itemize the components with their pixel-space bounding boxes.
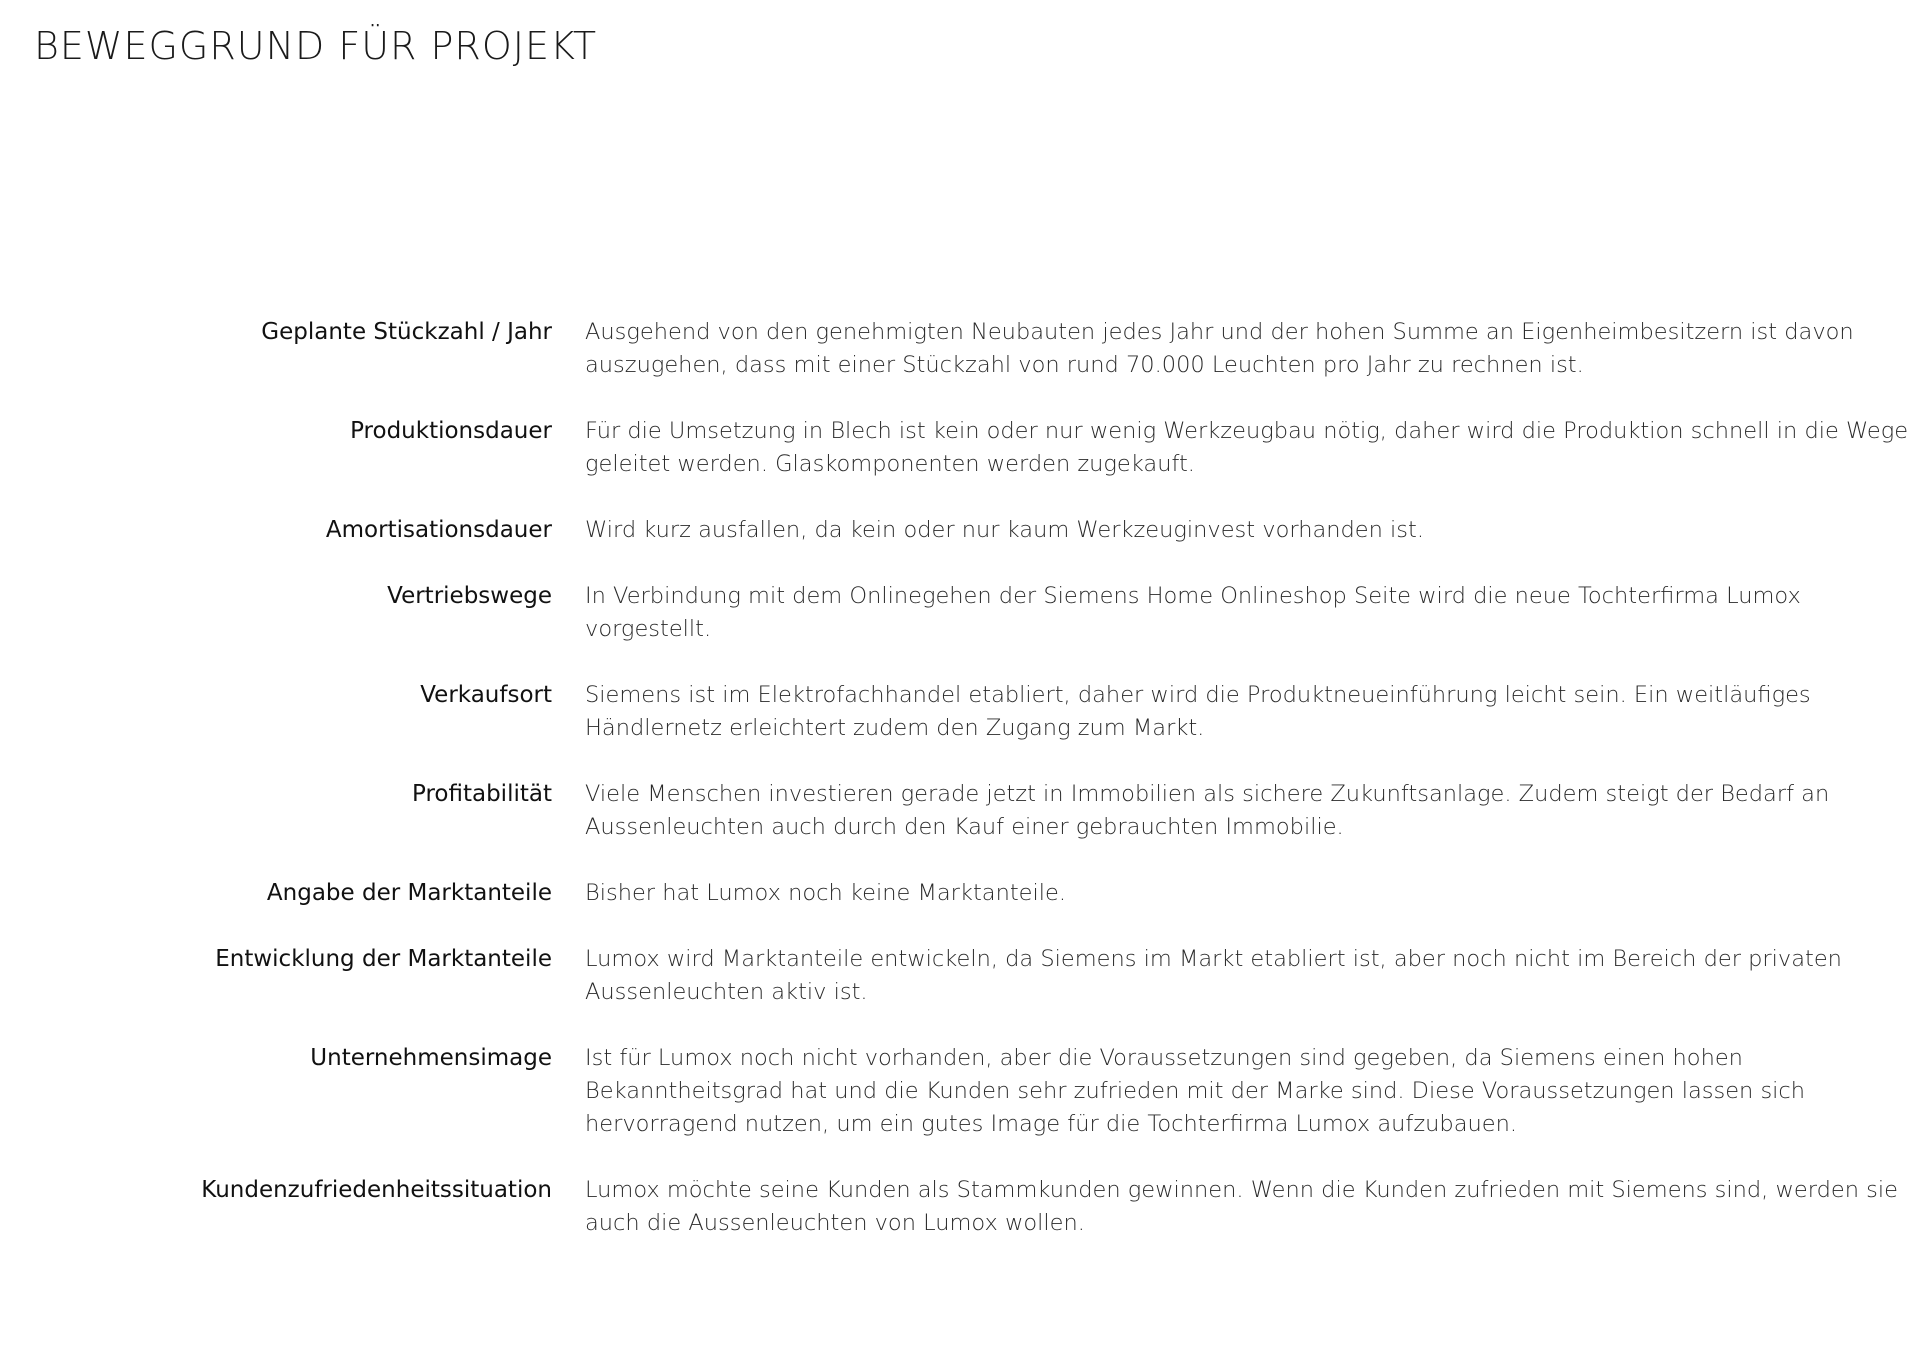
spec-list [0,316,1920,1273]
spec-label: Amortisationsdauer [325,517,552,543]
spec-label: Entwicklung der Marktanteile [215,946,552,972]
spec-text: Lumox wird Marktanteile entwickeln, da Siemens im Markt etabliert ist, aber noch nicht im Bereich der privaten Aussenleuchten aktiv ist. [585,946,1842,1005]
spec-text: Ist für Lumox noch nicht vorhanden, aber die Voraussetzungen sind gegeben, da Siemens einen hohen Bekanntheitsgrad hat und die Kunden sehr zufrieden mit der Marke sind. Diese Voraussetzungen lassen sich hervorragend nutzen, um ein gutes Image für die Tochterfirma Lumox aufzubauen. [585,1045,1806,1137]
spec-text: Ausgehend von den genehmigten Neubauten jedes Jahr und der hohen Summe an Eigenheimbesitzern ist davon auszugehen, dass mit einer Stückzahl von rund 70.000 Leuchten pro Jahr zu rechnen ist. [585,319,1854,378]
spec-row-amortisationsdauer [0,514,1920,547]
spec-label: Verkaufsort [420,682,552,708]
spec-row-verkaufsort [0,679,1920,745]
spec-text: Für die Umsetzung in Blech ist kein oder nur wenig Werkzeugbau nötig, daher wird die Produktion schnell in die Wege geleitet werden. Glaskomponenten werden zugekauft. [585,418,1909,477]
spec-row-entwicklung-marktanteile [0,943,1920,1009]
spec-label: Profitabilität [412,781,552,807]
spec-label: Geplante Stückzahl / Jahr [261,319,552,345]
spec-text: Bisher hat Lumox noch keine Marktanteile. [585,880,1066,906]
spec-label: Angabe der Marktanteile [266,880,552,906]
spec-text: Siemens ist im Elektrofachhandel etabliert, daher wird die Produktneueinführung leicht sein. Ein weitläufiges Händlernetz erleichtert zudem den Zugang zum Markt. [585,682,1811,741]
page-title: BEWEGGRUND FÜR PROJEKT [34,24,598,68]
spec-row-geplante-stueckzahl [0,316,1920,382]
spec-label: Kundenzufriedenheitssituation [201,1177,552,1203]
spec-text: Wird kurz ausfallen, da kein oder nur kaum Werkzeuginvest vorhanden ist. [585,517,1424,543]
spec-label: Unternehmensimage [310,1045,552,1071]
spec-label: Produktionsdauer [350,418,552,444]
spec-row-angabe-marktanteile [0,877,1920,910]
spec-text: Viele Menschen investieren gerade jetzt in Immobilien als sichere Zukunftsanlage. Zudem steigt der Bedarf an Aussenleuchten auch durch den Kauf einer gebrauchten Immobilie. [585,781,1830,840]
spec-row-unternehmensimage [0,1042,1920,1141]
spec-text: In Verbindung mit dem Onlinegehen der Siemens Home Onlineshop Seite wird die neue Tochterfirma Lumox vorgestellt. [585,583,1801,642]
spec-label: Vertriebswege [387,583,552,609]
spec-row-produktionsdauer [0,415,1920,481]
spec-row-profitabilitaet [0,778,1920,844]
spec-text: Lumox möchte seine Kunden als Stammkunden gewinnen. Wenn die Kunden zufrieden mit Siemens sind, werden sie auch die Aussenleuchten von Lumox wollen. [585,1177,1898,1236]
spec-row-vertriebswege [0,580,1920,646]
spec-row-kundenzufriedenheit [0,1174,1920,1240]
